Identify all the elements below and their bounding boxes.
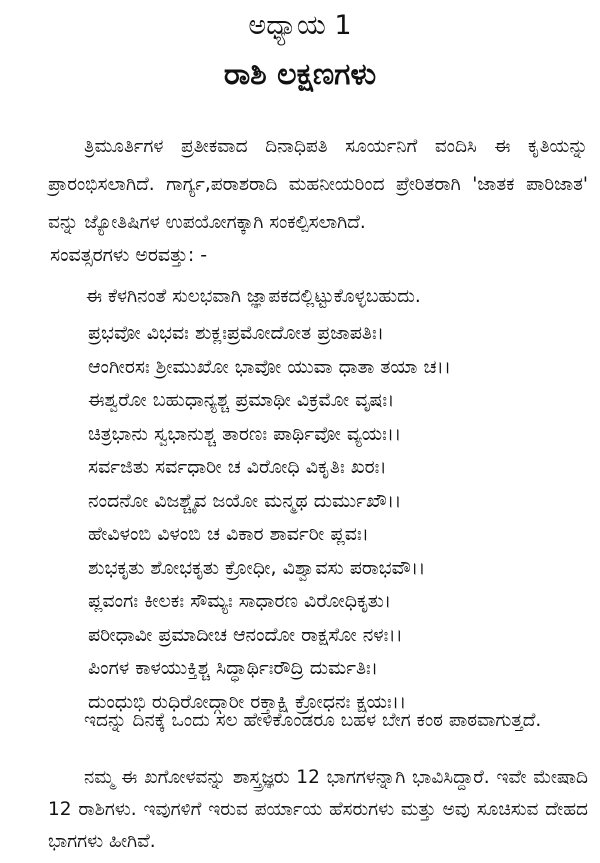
zodiac-paragraph: ನಮ್ಮ ಈ ಖಗೋಳವನ್ನು ಶಾಸ್ತ್ರಜ್ಞರು 12 ಭಾಗಗಳನ್ನಾಗಿ ಭಾವಿಸಿದ್ದಾರೆ. ಇವೇ ಮೇಷಾದಿ 12 ರಾಶಿಗಳು. ಇವುಗಳಿಗೆ ಇರುವ ಪರ್ಯಾಯ ಹೆಸರುಗಳು ಮತ್ತು ಅವು ಸೂಚಿಸುವ ದೇಹದ ಭಾಗಗಳು ಹೀಗಿವೆ. [48,767,588,852]
verse-list [88,318,588,720]
verse-line: ದುಂಧುಭಿ ರುಧಿರೋದ್ಗಾರೀ ರಕ್ತಾಕ್ಷಿ ಕ್ರೋಧನಃ ಕ್ಷಯಃ।। [88,690,407,713]
chapter-label: ಅಧ್ಯಾಯ 1 [248,10,352,41]
verse-line: ಆಂಗೀರಸಃ ಶ್ರೀಮುಖೋ ಭಾವೋ ಯುವಾ ಧಾತಾ ತಯಾ ಚ।। [88,355,451,378]
intro-paragraph: ತ್ರಿಮೂರ್ತಿಗಳ ಪ್ರತೀಕವಾದ ದಿನಾಧಿಪತಿ ಸೂರ್ಯನಿಗೆ ವಂದಿಸಿ ಈ ಕೃತಿಯನ್ನು ಪ್ರಾರಂಭಿಸಲಾಗಿದೆ. ಗಾರ್ಗ್ಯ,ಪರಾಶರಾದಿ ಮಹನೀಯರಿಂದ ಪ್ರೇರಿತರಾಗಿ 'ಜಾತಕ ಪಾರಿಜಾತ' ವನ್ನು ಜ್ಯೋತಿಷಿಗಳ ಉಪಯೋಗಕ್ಕಾಗಿ ಸಂಕಲ್ಪಿಸಲಾಗಿದೆ. [48,136,588,233]
section-heading: ಸಂವತ್ಸರಗಳು ಅರವತ್ತು: - [50,244,208,266]
memorize-paragraph: ಇದನ್ನು ದಿನಕ್ಕೆ ಒಂದು ಸಲ ಹೇಳಿಕೊಂಡರೂ ಬಹಳ ಬೇಗ ಕಂಠ ಪಾಠವಾಗುತ್ತದೆ. [84,710,542,731]
verse-line: ಚಿತ್ರಭಾನು ಸ್ವಭಾನುಶ್ಚ ತಾರಣಃ ಪಾರ್ಥಿವೋ ವ್ಯಯಃ।। [88,422,402,445]
verse-line: ಪಿಂಗಳ ಕಾಳಯುಕ್ತಿಶ್ಚ ಸಿದ್ಧಾರ್ಥಿಃರೌದ್ರಿ ದುರ್ಮತಿಃ। [88,657,379,679]
section-intro: ಈ ಕೆಳಗಿನಂತೆ ಸುಲಭವಾಗಿ ಜ್ಞಾಪಕದಲ್ಲಿಟ್ಟುಕೊಳ್ಳಬಹುದು. [86,286,421,307]
verse-line: ಶುಭಕೃತು ಶೋಭಕೃತು ಕ್ರೋಧೀ, ವಿಶ್ವಾವಸು ಪರಾಭವೌ।। [88,556,426,579]
verse-line: ಪ್ರಭವೋ ವಿಭವಃ ಶುಕ್ಲಃಪ್ರಮೋದೋತ ಪ್ರಜಾಪತಿಃ। [88,322,384,344]
verse-line: ಸರ್ವಜಿತು ಸರ್ವಧಾರೀ ಚ ವಿರೋಧಿ ವಿಕೃತಿಃ ಖರಃ। [88,456,387,478]
verse-line: ಈಶ್ವರೋ ಬಹುಧಾನ್ಯಶ್ಚ ಪ್ರಮಾಥೀ ವಿಕ್ರಮೋ ವೃಷಃ। [88,389,395,411]
verse-line: ಹೇವಿಳಂಬಿ ವಿಳಂಬಿ ಚ ವಿಕಾರ ಶಾರ್ವರೀ ಪ್ಲವಃ। [88,523,369,545]
verse-line: ನಂದನೋ ವಿಜಶ್ಚೈವ ಜಯೋ ಮನ್ಮಥ ದುರ್ಮುಖೌ।। [88,489,402,512]
verse-line: ಪ್ಲವಂಗಃ ಕೀಲಕಃ ಸೌಮ್ಯಃ ಸಾಧಾರಣ ವಿರೋಧಿಕೃತು। [88,590,392,612]
chapter-title: ರಾಶಿ ಲಕ್ಷಣಗಳು [223,57,377,92]
verse-line: ಪರೀಧಾವೀ ಪ್ರಮಾದೀಚ ಆನಂದೋ ರಾಕ್ಷಸೋ ನಳಃ।। [88,623,403,646]
